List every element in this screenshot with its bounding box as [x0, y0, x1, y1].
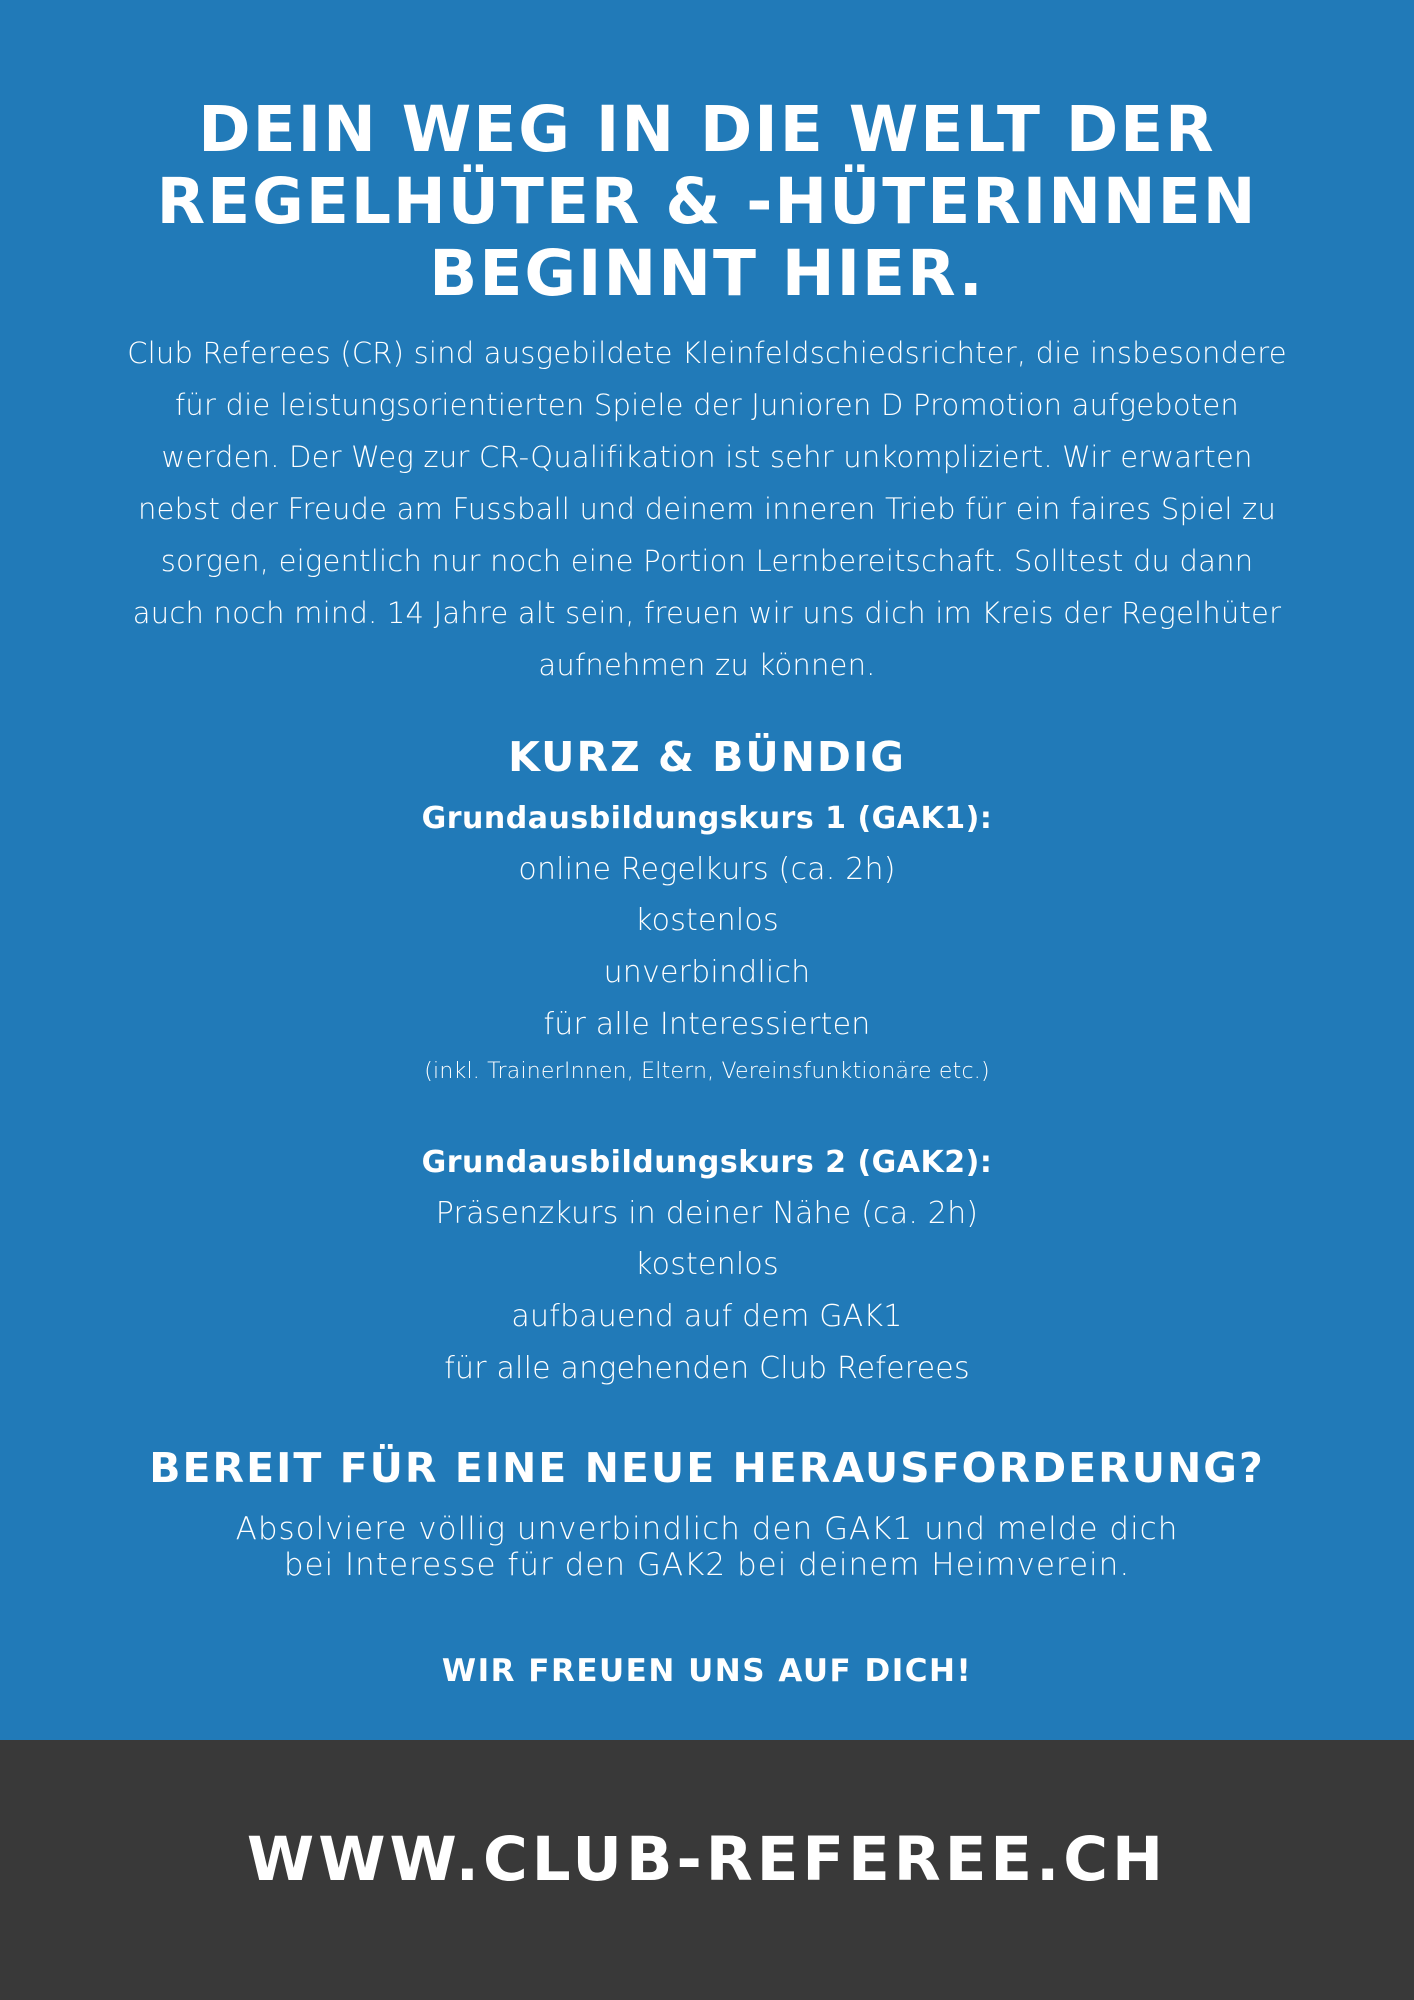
closing-message: WIR FREUEN UNS AUF DICH! — [441, 1653, 973, 1689]
course-1-note: (inkl. TrainerInnen, Eltern, Vereinsfunktionäre etc.) — [424, 1059, 990, 1084]
intro-line-1: Club Referees (CR) sind ausgebildete Kleinfeldschiedsrichter, die insbesondere — [127, 336, 1287, 370]
course-2-item-audience: für alle angehenden Club Referees — [444, 1351, 970, 1386]
intro-line-4: nebst der Freude am Fussball und deinem inneren Trieb für ein faires Spiel zu — [137, 492, 1277, 526]
intro-line-3: werden. Der Weg zur CR-Qualifikation ist sehr unkompliziert. Wir erwarten — [161, 440, 1253, 474]
course-2-title: Grundausbildungskurs 2 (GAK2): — [421, 1145, 993, 1180]
hero-title-line-3: BEGINNT HIER. — [429, 237, 985, 310]
hero-title-line-1: DEIN WEG IN DIE WELT DER — [198, 93, 1216, 166]
cta-heading: BEREIT FÜR EINE NEUE HERAUSFORDERUNG? — [149, 1444, 1265, 1492]
intro-paragraph — [0, 327, 1414, 691]
course-1-title: Grundausbildungskurs 1 (GAK1): — [421, 801, 993, 836]
course-2-item-prerequisite: aufbauend auf dem GAK1 — [511, 1299, 903, 1334]
intro-line-6: auch noch mind. 14 Jahre alt sein, freuen wir uns dich im Kreis der Regelhüter — [132, 596, 1282, 630]
website-link[interactable]: WWW.CLUB-REFEREE.CH — [246, 1824, 1168, 1895]
hero-title — [0, 94, 1414, 310]
course-1-item-commitment: unverbindlich — [603, 955, 811, 990]
cta-text-line-2: bei Interesse für den GAK2 bei deinem Heimverein. — [283, 1547, 1131, 1583]
course-2-item-cost: kostenlos — [635, 1247, 779, 1282]
intro-line-5: sorgen, eigentlich nur noch eine Portion Lernbereitschaft. Solltest du dann — [160, 544, 1254, 578]
intro-line-7: aufnehmen zu können. — [538, 648, 876, 682]
course-1-item-cost: kostenlos — [635, 903, 779, 938]
course-1-item-online: online Regelkurs (ca. 2h) — [518, 852, 896, 887]
course-1-item-audience: für alle Interessierten — [543, 1007, 871, 1042]
summary-heading: KURZ & BÜNDIG — [508, 733, 906, 781]
footer — [0, 1740, 1414, 2000]
course-2-item-format: Präsenzkurs in deiner Nähe (ca. 2h) — [435, 1196, 979, 1231]
cta-text — [0, 1511, 1414, 1583]
intro-line-2: für die leistungsorientierten Spiele der Junioren D Promotion aufgeboten — [174, 388, 1240, 422]
hero-title-line-2: REGELHÜTER & -HÜTERINNEN — [156, 165, 1258, 238]
cta-text-line-1: Absolviere völlig unverbindlich den GAK1 und melde dich — [235, 1511, 1179, 1547]
